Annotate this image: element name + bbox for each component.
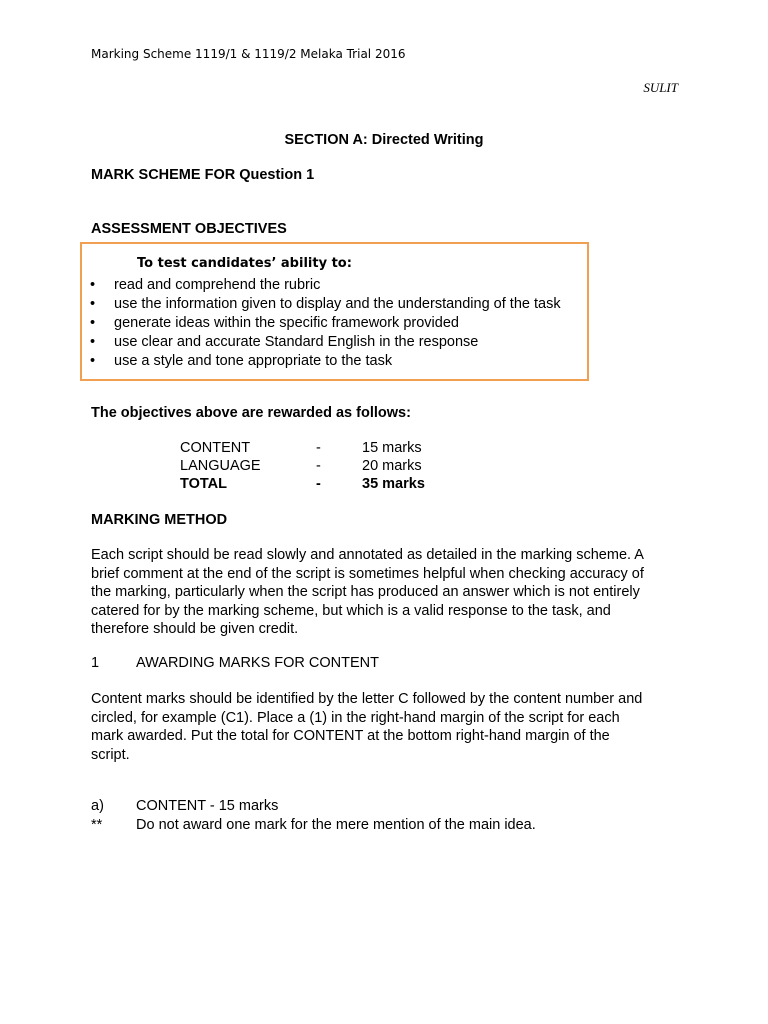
objective-text: use a style and tone appropriate to the task [114,353,393,369]
bullet-icon: • [90,277,96,293]
table-row [180,475,425,493]
list-item [82,314,561,333]
paragraph-line: therefore should be given credit. [91,621,299,637]
objective-text: use the information given to display and the understanding of the task [114,296,561,312]
content-item-text: CONTENT - 15 marks [136,798,279,814]
marking-method-heading: MARKING METHOD [91,512,228,528]
paragraph-line: the marking, particularly when the script has produced an answer which is not entirely [91,584,640,600]
note-label: ** [91,817,103,833]
marks-value: 15 marks [362,440,422,456]
paragraph-line: Content marks should be identified by the letter C followed by the content number and [91,691,643,707]
list-item [82,295,561,314]
objectives-list [82,276,561,371]
section-title: SECTION A: Directed Writing [284,132,484,148]
paragraph-line: circled, for example (C1). Place a (1) in the right-hand margin of the script for each [91,709,620,726]
marking-method-paragraph [91,546,671,639]
list-item [82,276,561,295]
marks-value: 35 marks [362,476,425,492]
marks-label: CONTENT [180,440,251,456]
awarding-title: AWARDING MARKS FOR CONTENT [136,655,380,671]
document-header: Marking Scheme 1119/1 & 1119/2 Melaka Trial 2016 [91,47,406,61]
bullet-icon: • [90,334,96,350]
note-text: Do not award one mark for the mere mention of the main idea. [136,817,536,833]
marks-dash: - [316,476,321,492]
list-item [82,352,561,371]
marks-dash: - [316,440,321,456]
paragraph-line: catered for by the marking scheme, but which is a valid response to the task, and [91,602,611,619]
marks-label: TOTAL [180,476,227,492]
paragraph-line: mark awarded. Put the total for CONTENT at the bottom right-hand margin of the [91,728,610,744]
objectives-box-heading: To test candidates’ ability to: [137,256,352,271]
marks-table [180,439,425,493]
paragraph-line: Each script should be read slowly and annotated as detailed in the marking scheme. A [91,547,644,563]
marks-label: LANGUAGE [180,458,261,474]
bullet-icon: • [90,296,96,312]
awarding-number: 1 [91,655,100,671]
marks-dash: - [316,458,321,474]
content-marks-paragraph [91,690,671,764]
paragraph-line: brief comment at the end of the script is sometimes helpful when checking accuracy of [91,565,644,582]
content-item-label: a) [91,798,104,814]
bullet-icon: • [90,315,96,331]
rewarded-heading: The objectives above are rewarded as follows: [91,405,411,421]
objective-text: read and comprehend the rubric [114,277,321,293]
objectives-box [80,242,589,381]
classification-label: SULIT [643,80,678,95]
objective-text: use clear and accurate Standard English in the response [114,334,479,350]
mark-scheme-heading: MARK SCHEME FOR Question 1 [91,167,315,183]
list-item [82,333,561,352]
marks-value: 20 marks [362,458,422,474]
bullet-icon: • [90,353,96,369]
objective-text: generate ideas within the specific framework provided [114,315,459,331]
table-row [180,457,425,475]
table-row [180,439,425,457]
assessment-objectives-heading: ASSESSMENT OBJECTIVES [91,221,287,237]
paragraph-line: script. [91,746,130,763]
